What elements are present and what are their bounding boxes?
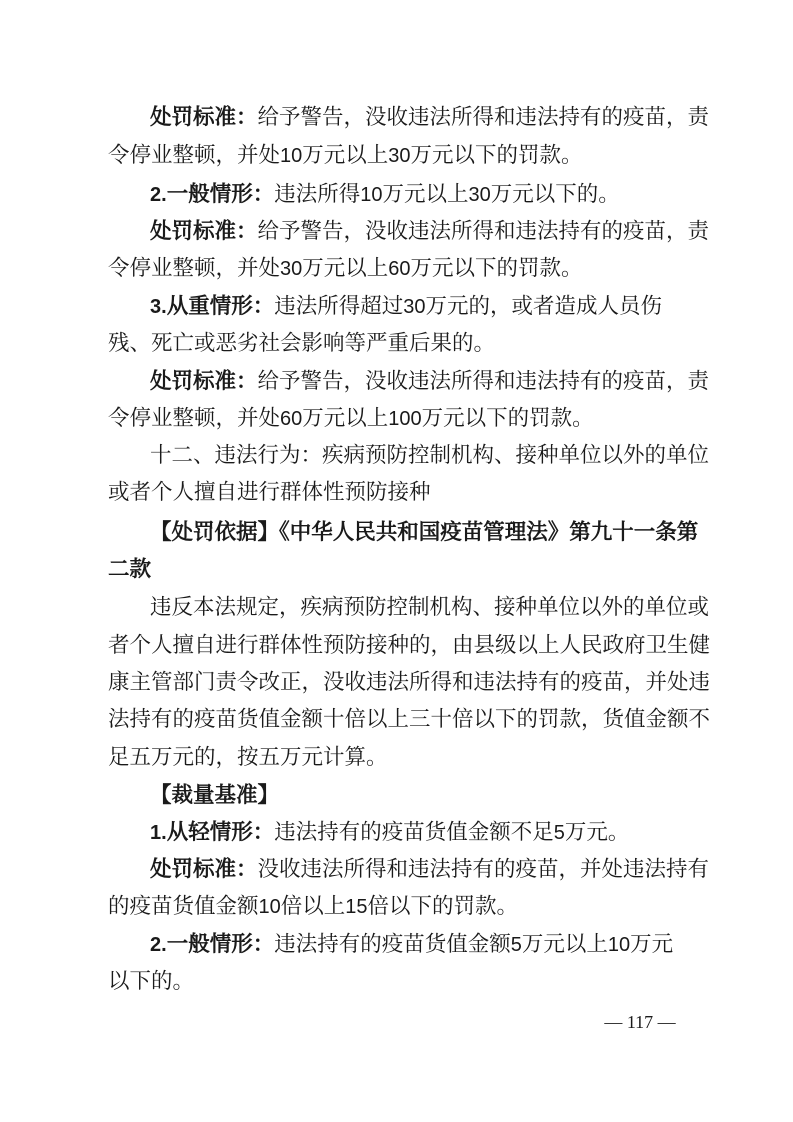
paragraph-line [150,822,629,844]
line-text: 给予警告，没收违法所得和违法持有的疫苗，责 [257,219,710,244]
line-text: 给予警告，没收违法所得和违法持有的疫苗，责 [257,105,710,130]
inline-label: 2.一般情形： [150,182,275,207]
line-text: 违法持有的疫苗货值金额不足5万元。 [274,820,630,845]
inline-label: 处罚标准： [150,219,258,244]
paragraph-line: 以下的。 [108,969,195,994]
paragraph-line [150,221,709,243]
standard-heading-line: 【裁量基准】 [150,783,280,808]
page-number: — 117 — [604,1012,676,1032]
basis-heading-line: 【处罚依据】《中华人民共和国疫苗管理法》第九十一条第 [150,520,699,545]
basis-heading-line: 二款 [108,557,152,582]
paragraph-line: 令停业整顿，并处60万元以上100万元以下的罚款。 [108,406,594,431]
paragraph-line [150,107,709,129]
paragraph-line: 者个人擅自进行群体性预防接种的，由县级以上人民政府卫生健 [108,633,711,658]
line-text: 违法所得超过30万元的，或者造成人员伤 [274,294,662,319]
inline-label: 2.一般情形： [150,932,275,957]
inline-label: 1.从轻情形： [150,820,275,845]
line-text: 没收违法所得和违法持有的疫苗，并处违法持有 [257,857,710,882]
line-text: 违法持有的疫苗货值金额5万元以上10万元 [274,932,674,957]
paragraph-line: 足五万元的，按五万元计算。 [108,745,388,770]
paragraph-line [150,184,620,206]
paragraph-line: 法持有的疫苗货值金额十倍以上三十倍以下的罚款，货值金额不 [108,707,711,732]
inline-label: 3.从重情形： [150,294,275,319]
inline-label: 处罚标准： [150,857,258,882]
paragraph-line: 令停业整顿，并处10万元以上30万元以下的罚款。 [108,143,583,168]
paragraph-line [150,859,709,881]
paragraph-line [150,934,673,956]
paragraph-line [150,296,662,318]
paragraph-line [150,371,709,393]
paragraph-line: 令停业整顿，并处30万元以上60万元以下的罚款。 [108,256,583,281]
paragraph-line: 违反本法规定，疾病预防控制机构、接种单位以外的单位或 [150,595,710,620]
paragraph-line: 的疫苗货值金额10倍以上15倍以下的罚款。 [108,894,519,919]
line-text: 给予警告，没收违法所得和违法持有的疫苗，责 [257,369,710,394]
inline-label: 处罚标准： [150,369,258,394]
inline-label: 处罚标准： [150,105,258,130]
paragraph-line: 残、死亡或恶劣社会影响等严重后果的。 [108,331,496,356]
paragraph-line: 康主管部门责令改正，没收违法所得和违法持有的疫苗，并处违 [108,670,711,695]
line-text: 违法所得10万元以上30万元以下的。 [274,182,620,207]
section-heading-line: 或者个人擅自进行群体性预防接种 [108,480,431,505]
section-heading-line: 十二、违法行为：疾病预防控制机构、接种单位以外的单位 [150,443,710,468]
